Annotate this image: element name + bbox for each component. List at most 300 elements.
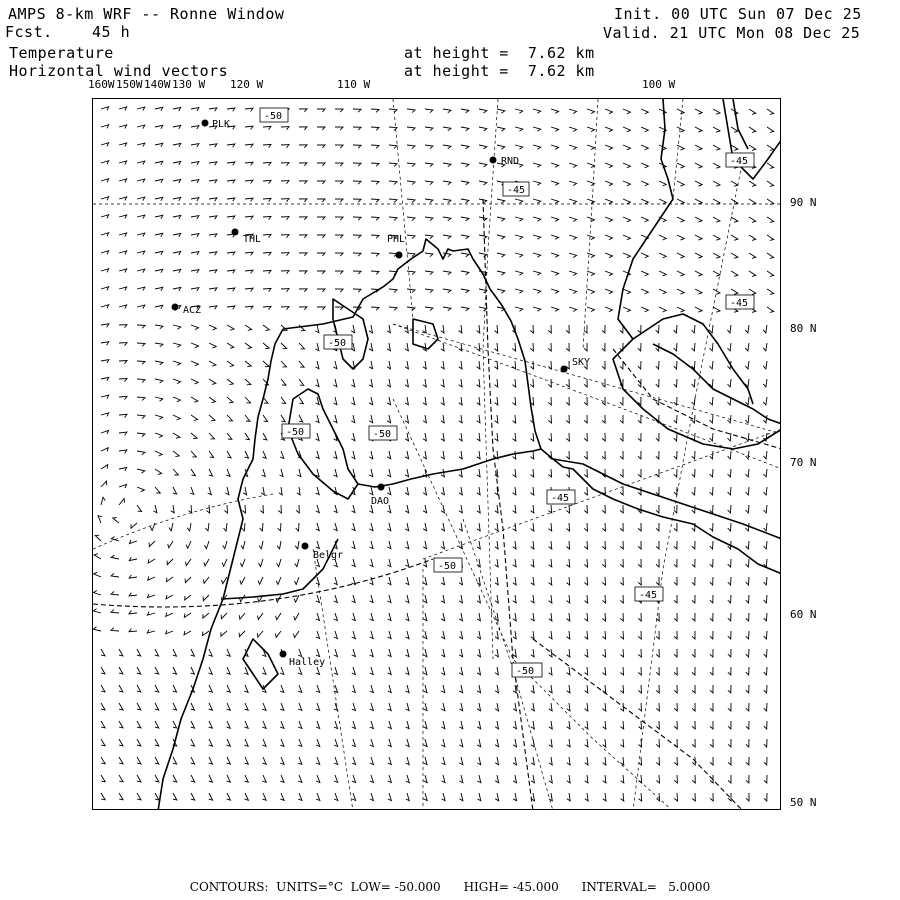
wind-barb bbox=[695, 109, 702, 114]
wind-barb bbox=[209, 234, 217, 237]
wind-barb bbox=[531, 451, 534, 459]
wind-barb bbox=[299, 361, 304, 367]
wind-barb bbox=[602, 559, 605, 567]
wind-barb bbox=[602, 361, 605, 369]
wind-barb bbox=[173, 251, 181, 255]
wind-barb bbox=[513, 505, 516, 513]
wind-barb bbox=[299, 343, 305, 349]
wind-barb bbox=[245, 793, 249, 800]
wind-barb bbox=[585, 775, 588, 783]
wind-barb bbox=[459, 685, 463, 693]
contour-label-9 bbox=[434, 558, 462, 572]
wind-barb bbox=[461, 145, 469, 149]
wind-barb bbox=[638, 415, 641, 423]
wind-barb bbox=[656, 739, 659, 747]
contour-label-4 bbox=[726, 295, 754, 309]
wind-barb bbox=[155, 775, 159, 782]
wind-barb bbox=[299, 289, 307, 292]
map-canvas bbox=[93, 99, 781, 810]
wind-barb bbox=[137, 757, 141, 764]
wind-barb bbox=[459, 721, 463, 729]
wind-barb bbox=[513, 739, 517, 747]
wind-barb bbox=[209, 325, 216, 330]
wind-barb bbox=[263, 270, 271, 273]
wind-barb bbox=[638, 703, 641, 711]
wind-barb bbox=[530, 361, 533, 369]
wind-barb bbox=[638, 559, 641, 567]
station-acz bbox=[172, 304, 202, 317]
wind-barb bbox=[335, 163, 343, 166]
wind-barb bbox=[710, 433, 713, 441]
svg-text:Halley: Halley bbox=[289, 657, 326, 668]
wind-barb bbox=[316, 451, 320, 459]
wind-barb bbox=[173, 397, 180, 402]
wind-barb bbox=[713, 271, 720, 276]
wind-barb bbox=[461, 253, 469, 257]
wind-barb bbox=[495, 649, 498, 657]
wind-barb bbox=[533, 181, 541, 185]
wind-barb bbox=[477, 613, 480, 621]
wind-barb bbox=[728, 739, 731, 747]
wind-barb bbox=[441, 757, 445, 765]
wind-barb bbox=[602, 613, 605, 621]
wind-barb bbox=[695, 235, 702, 240]
wind-barb bbox=[767, 163, 774, 168]
wind-barb bbox=[173, 125, 181, 128]
wind-barb bbox=[713, 145, 720, 150]
wind-barb bbox=[119, 721, 123, 728]
wind-barb bbox=[695, 199, 702, 204]
wind-barb bbox=[695, 181, 702, 186]
wind-barb bbox=[513, 541, 516, 549]
wind-barb bbox=[129, 557, 137, 560]
wind-barb bbox=[549, 685, 552, 693]
wind-barb bbox=[710, 739, 713, 747]
wind-barb bbox=[370, 595, 374, 603]
wind-barb bbox=[387, 397, 391, 405]
wind-barb bbox=[764, 775, 767, 783]
wind-barb bbox=[549, 505, 552, 513]
wind-barb bbox=[745, 325, 749, 333]
wind-barb bbox=[495, 523, 498, 531]
wind-barb bbox=[767, 181, 774, 186]
wind-barb bbox=[495, 739, 499, 747]
wind-barb bbox=[191, 180, 199, 183]
wind-barb bbox=[280, 469, 284, 477]
wind-barb bbox=[459, 487, 462, 495]
wind-barb bbox=[263, 433, 267, 440]
wind-barb bbox=[443, 181, 451, 185]
wind-barb bbox=[276, 613, 281, 620]
wind-barb bbox=[659, 109, 666, 114]
wind-barb bbox=[209, 397, 216, 403]
wind-barb bbox=[244, 667, 248, 674]
wind-barb bbox=[548, 325, 551, 333]
wind-barb bbox=[119, 269, 127, 273]
wind-barb bbox=[388, 721, 392, 729]
wind-barb bbox=[477, 325, 480, 333]
wind-barb bbox=[495, 541, 498, 549]
wind-barb bbox=[459, 577, 463, 585]
wind-barb bbox=[677, 289, 684, 294]
wind-barb bbox=[569, 163, 577, 168]
wind-barb bbox=[155, 179, 163, 183]
wind-barb bbox=[333, 379, 337, 387]
wind-barb bbox=[93, 627, 101, 631]
wind-barb bbox=[227, 144, 235, 147]
wind-barb bbox=[620, 397, 623, 405]
wind-barb bbox=[299, 379, 304, 385]
wind-barb bbox=[387, 469, 391, 477]
wind-barb bbox=[173, 415, 180, 420]
wind-barb bbox=[371, 271, 379, 274]
wind-barb bbox=[710, 325, 714, 333]
wind-barb bbox=[191, 270, 199, 273]
wind-barb bbox=[119, 667, 123, 674]
wind-barb bbox=[621, 793, 624, 801]
wind-barb bbox=[551, 145, 559, 149]
wind-barb bbox=[209, 343, 216, 348]
wind-barb bbox=[334, 757, 338, 765]
contour-line-d bbox=[533, 639, 743, 810]
wind-barb bbox=[173, 667, 177, 674]
wind-barb bbox=[424, 721, 428, 729]
wind-barb bbox=[441, 541, 444, 549]
wind-barb bbox=[371, 181, 379, 184]
wind-barb bbox=[425, 199, 433, 203]
wind-barb bbox=[763, 343, 767, 351]
wind-barb bbox=[461, 163, 469, 167]
wind-barb bbox=[262, 793, 266, 800]
wind-barb bbox=[263, 252, 271, 255]
graticule-line-98w bbox=[633, 159, 743, 810]
wind-barb bbox=[674, 541, 677, 549]
wind-barb bbox=[101, 465, 108, 469]
graticule-line-105w bbox=[483, 99, 498, 659]
wind-barb bbox=[764, 649, 767, 657]
wind-barb bbox=[299, 127, 307, 130]
wind-barb bbox=[548, 433, 551, 441]
wind-barb bbox=[155, 215, 163, 219]
wind-barb bbox=[567, 631, 570, 639]
wind-barb bbox=[299, 271, 307, 274]
wind-barb bbox=[334, 721, 338, 729]
wind-barb bbox=[169, 523, 173, 531]
wind-barb bbox=[495, 631, 498, 639]
wind-barb bbox=[566, 397, 569, 405]
svg-text:-50: -50 bbox=[328, 338, 347, 349]
wind-barb bbox=[224, 505, 227, 513]
wind-barb bbox=[567, 595, 570, 603]
wind-barb bbox=[656, 541, 659, 549]
wind-barb bbox=[477, 343, 480, 351]
wind-barb bbox=[407, 163, 415, 167]
wind-barb bbox=[695, 163, 702, 168]
wind-barb bbox=[749, 217, 756, 222]
wind-barb bbox=[674, 325, 677, 333]
ice-rise-a bbox=[333, 299, 368, 369]
wind-barb bbox=[406, 721, 410, 729]
wind-barb bbox=[749, 235, 756, 240]
wind-barb bbox=[710, 415, 713, 423]
wind-barb bbox=[93, 591, 101, 596]
wind-barb bbox=[387, 487, 391, 495]
wind-barb bbox=[173, 451, 179, 457]
wind-barb bbox=[297, 487, 300, 495]
wind-barb bbox=[461, 271, 469, 275]
wind-barb bbox=[298, 703, 302, 711]
wind-barb bbox=[674, 415, 677, 423]
wind-barb bbox=[620, 469, 623, 477]
wind-barb bbox=[209, 144, 217, 147]
wind-barb bbox=[243, 487, 246, 495]
wind-barb bbox=[656, 379, 659, 387]
wind-barb bbox=[674, 343, 677, 351]
wind-barb bbox=[317, 145, 325, 148]
wind-barb bbox=[281, 271, 289, 274]
wind-barb bbox=[316, 721, 320, 729]
wind-barb bbox=[764, 577, 767, 585]
wind-barb bbox=[623, 199, 630, 204]
stations bbox=[172, 119, 591, 668]
wind-barb bbox=[477, 595, 480, 603]
wind-barb bbox=[173, 379, 181, 384]
wind-barb bbox=[623, 289, 630, 294]
wind-barb bbox=[334, 595, 338, 603]
wind-barb bbox=[745, 361, 749, 369]
wind-barb bbox=[639, 793, 642, 801]
wind-barb bbox=[549, 649, 552, 657]
wind-barb bbox=[749, 127, 756, 132]
wind-barb bbox=[674, 379, 677, 387]
wind-barb bbox=[605, 163, 613, 168]
wind-barb bbox=[371, 307, 379, 310]
wind-barb bbox=[569, 235, 577, 240]
wind-barb bbox=[227, 775, 231, 782]
wind-barb bbox=[567, 685, 570, 693]
wind-barb bbox=[166, 595, 173, 599]
wind-barb bbox=[227, 415, 233, 421]
wind-barb bbox=[587, 163, 595, 168]
wind-barb bbox=[674, 595, 677, 603]
berkner-island-west bbox=[288, 399, 358, 499]
wind-barb bbox=[479, 109, 487, 113]
wind-barb bbox=[551, 181, 559, 185]
wind-barb bbox=[111, 628, 119, 631]
wind-barb bbox=[119, 450, 127, 453]
wind-barb bbox=[551, 163, 559, 167]
wind-barb bbox=[334, 667, 338, 675]
wind-barb bbox=[533, 109, 541, 113]
wind-barb bbox=[226, 649, 230, 656]
peninsula-ridge bbox=[633, 314, 753, 404]
wind-barb bbox=[405, 379, 408, 387]
wind-barb bbox=[334, 739, 338, 747]
graticule-line-west bbox=[93, 494, 273, 549]
wind-barb bbox=[245, 325, 252, 330]
wind-barb bbox=[728, 523, 731, 531]
wind-barb bbox=[443, 235, 451, 239]
wind-barb bbox=[406, 793, 410, 801]
wind-barb bbox=[227, 288, 235, 291]
wind-barb bbox=[495, 793, 499, 801]
wind-barb bbox=[119, 161, 127, 165]
wind-barb bbox=[620, 577, 623, 585]
wind-barb bbox=[209, 198, 217, 201]
wind-barb bbox=[587, 199, 595, 204]
wind-barb bbox=[316, 703, 320, 711]
wind-barb bbox=[746, 595, 749, 603]
wind-barb bbox=[370, 649, 374, 657]
wind-barb bbox=[764, 505, 768, 513]
wind-barb bbox=[459, 361, 462, 369]
wind-barb bbox=[677, 109, 684, 114]
wind-barb bbox=[638, 721, 641, 729]
wind-barb bbox=[137, 793, 141, 800]
wind-barb bbox=[406, 775, 410, 783]
wind-barb bbox=[245, 775, 249, 782]
wind-barb bbox=[226, 469, 230, 476]
wind-barb bbox=[459, 703, 462, 711]
wind-barb bbox=[423, 631, 427, 639]
wind-barb bbox=[549, 523, 552, 531]
wind-barb bbox=[203, 631, 210, 636]
lon-label-150w: 150W bbox=[116, 78, 143, 91]
wind-barb bbox=[203, 613, 209, 618]
contour-label-6 bbox=[282, 424, 310, 438]
wind-barb bbox=[167, 577, 174, 582]
lon-label-120w: 120 W bbox=[230, 78, 264, 91]
wind-barb bbox=[239, 631, 245, 637]
wind-barb bbox=[149, 541, 155, 547]
wind-barb bbox=[101, 739, 105, 746]
wind-barb bbox=[155, 287, 163, 291]
wind-barb bbox=[620, 631, 623, 639]
wind-barb bbox=[407, 289, 415, 293]
wind-barb bbox=[602, 433, 605, 441]
wind-barb bbox=[767, 289, 774, 294]
wind-barb bbox=[281, 361, 287, 367]
wind-barb bbox=[191, 361, 198, 366]
wind-barb bbox=[405, 451, 409, 459]
wind-barb bbox=[764, 523, 768, 531]
wind-barb bbox=[101, 721, 105, 728]
wind-barb bbox=[317, 289, 325, 292]
wind-barb bbox=[515, 127, 523, 131]
wind-barb bbox=[352, 667, 356, 675]
wind-barb bbox=[150, 523, 155, 531]
wind-barb bbox=[620, 613, 623, 621]
wind-barb bbox=[620, 541, 623, 549]
wind-barb bbox=[173, 721, 177, 728]
wind-barb bbox=[221, 631, 227, 636]
wind-barb bbox=[674, 523, 677, 531]
wind-barb bbox=[531, 721, 534, 729]
wind-barb bbox=[245, 451, 249, 458]
wind-barb bbox=[223, 541, 227, 549]
wind-barb bbox=[405, 613, 409, 621]
svg-text:-45: -45 bbox=[639, 590, 658, 601]
wind-barb bbox=[263, 343, 269, 349]
wind-barb bbox=[173, 649, 177, 656]
wind-barb bbox=[370, 721, 374, 729]
wind-barb bbox=[299, 217, 307, 220]
wind-barb bbox=[713, 217, 720, 222]
wind-barb bbox=[569, 289, 577, 294]
wind-barb bbox=[186, 541, 191, 548]
wind-barb bbox=[353, 163, 361, 166]
wind-barb bbox=[513, 397, 516, 405]
wind-barb bbox=[298, 793, 302, 800]
wind-barb bbox=[605, 217, 613, 222]
wind-barb bbox=[548, 379, 551, 387]
wind-barb bbox=[119, 325, 127, 328]
wind-barb bbox=[227, 379, 233, 385]
wind-barb bbox=[585, 685, 588, 693]
wind-barb bbox=[674, 397, 677, 405]
wind-barb bbox=[245, 108, 253, 111]
wind-barb bbox=[746, 505, 749, 513]
wind-barb bbox=[513, 775, 516, 783]
wind-barb bbox=[388, 739, 392, 747]
wind-barb bbox=[299, 235, 307, 238]
wind-barb bbox=[185, 595, 191, 600]
wind-barb bbox=[623, 181, 630, 186]
wind-barb bbox=[261, 487, 264, 495]
svg-text:PHL: PHL bbox=[387, 234, 406, 245]
wind-barb bbox=[674, 631, 677, 639]
wind-barb bbox=[551, 235, 559, 239]
wind-barb bbox=[137, 361, 145, 364]
wind-barb bbox=[389, 145, 397, 148]
wind-barb bbox=[423, 505, 427, 513]
filchner-shelf bbox=[223, 539, 338, 599]
wind-barb bbox=[441, 577, 445, 585]
wind-barb bbox=[137, 343, 145, 346]
wind-barb bbox=[531, 631, 534, 639]
wind-barb bbox=[166, 613, 173, 617]
wind-barb bbox=[353, 235, 361, 238]
wind-barb bbox=[605, 145, 613, 150]
wind-barb bbox=[641, 127, 648, 132]
wind-barb bbox=[405, 649, 409, 657]
wind-barb bbox=[129, 540, 137, 544]
wind-barb bbox=[621, 757, 624, 765]
wind-barb bbox=[461, 109, 469, 113]
wind-barb bbox=[513, 685, 516, 693]
wind-barb bbox=[227, 270, 235, 273]
wind-barb bbox=[191, 198, 199, 201]
wind-barb bbox=[566, 325, 569, 333]
wind-barb bbox=[515, 307, 523, 311]
wind-barb bbox=[191, 757, 195, 764]
wind-barb bbox=[549, 757, 552, 765]
wind-barb bbox=[515, 199, 523, 203]
wind-barb bbox=[119, 775, 123, 782]
wind-barb bbox=[405, 361, 408, 369]
wind-barb bbox=[585, 613, 588, 621]
wind-barb bbox=[191, 343, 199, 348]
wind-barb bbox=[119, 467, 127, 471]
wind-barb bbox=[423, 523, 427, 531]
wind-barb bbox=[389, 163, 397, 166]
wind-barb bbox=[352, 541, 356, 549]
wind-barb bbox=[638, 577, 641, 585]
wind-barb bbox=[548, 361, 551, 369]
wind-barb bbox=[656, 361, 659, 369]
wind-barb bbox=[167, 559, 173, 565]
wind-barb bbox=[316, 757, 320, 765]
